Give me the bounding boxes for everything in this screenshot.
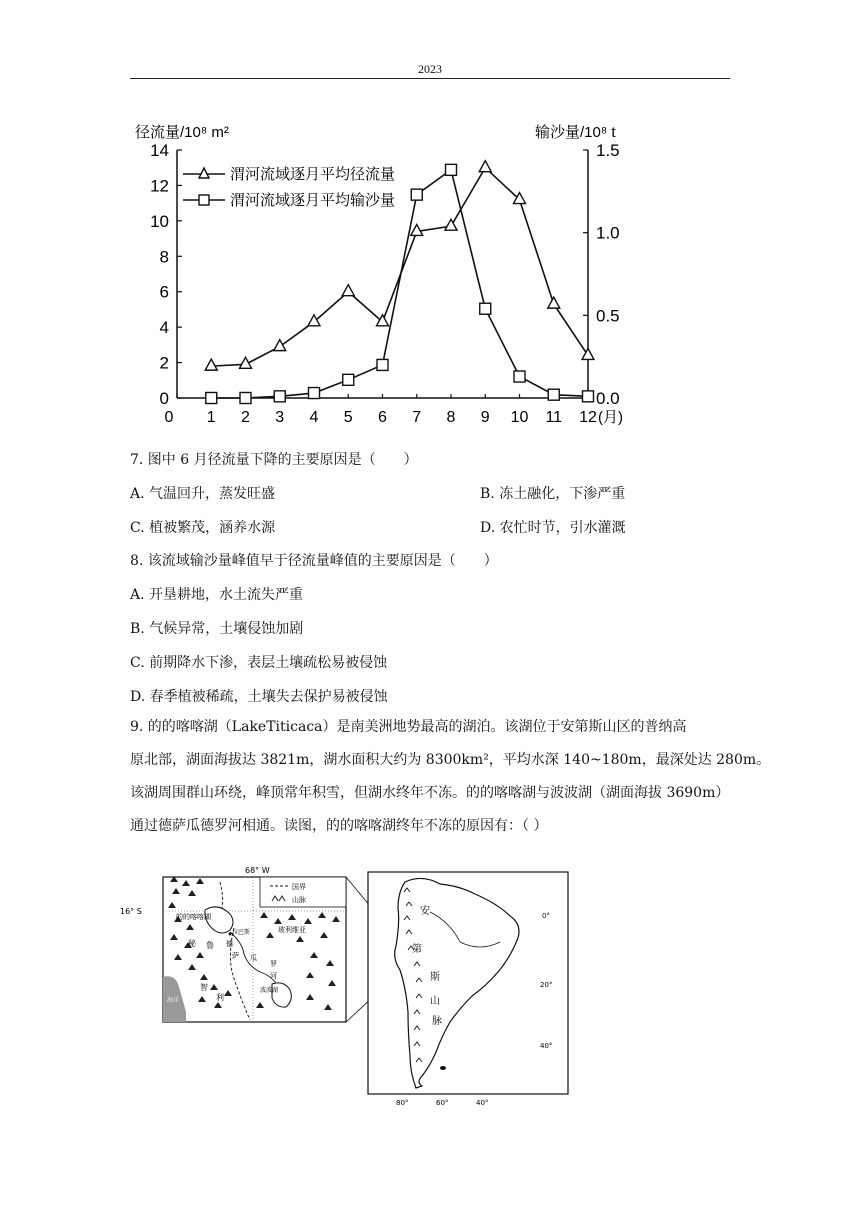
label-river-3: 瓜: [250, 954, 257, 962]
runoff-point: [274, 340, 286, 351]
y-right-tick-label: 0.5: [596, 306, 620, 326]
south-america-map: [368, 872, 568, 1107]
y-left-tick-label: 8: [159, 247, 169, 267]
q8-option-b: B. 气候异常，土壤侵蚀加剧: [130, 621, 304, 637]
sediment-point: [240, 393, 251, 404]
x-axis-unit-label: (月): [598, 409, 623, 426]
falkland-islands: [440, 1066, 446, 1070]
runoff-point: [479, 161, 491, 172]
x-tick-label: 1: [206, 409, 216, 426]
legend-triangle-marker: [199, 168, 209, 178]
lat-label-0: 0°: [542, 912, 550, 920]
sediment-point: [411, 189, 422, 200]
y-left-tick-label: 0: [159, 389, 169, 408]
lon-label-60: 60°: [436, 1099, 449, 1107]
y-left-tick-label: 2: [159, 353, 169, 373]
y-right-tick-label: 0.0: [596, 389, 620, 408]
runoff-point: [377, 315, 389, 326]
q7-option-c: C. 植被繁茂，涵养水源: [130, 520, 276, 536]
y-left-tick-label: 10: [150, 211, 169, 231]
x-tick-label: 4: [309, 409, 319, 426]
q7-option-b: B. 冻土融化，下渗严重: [480, 486, 626, 502]
y-right-tick-label: 1.5: [596, 141, 620, 160]
q7-stem: 7. 图中 6 月径流量下降的主要原因是（ ）: [130, 452, 418, 468]
label-peru-2: 鲁: [206, 941, 214, 950]
label-titicaca: 的的喀喀湖: [176, 913, 211, 921]
label-chile-1: 智: [200, 983, 208, 992]
x-tick-label: 11: [545, 409, 563, 426]
andes-char-2: 第: [412, 944, 422, 955]
y-right-tick-label: 1.0: [596, 223, 620, 243]
label-river-2: 萨: [232, 952, 239, 960]
inset-lat-label: 16° S: [120, 907, 142, 916]
inset-lon-label: 68° W: [245, 866, 270, 875]
x-tick-label: 2: [241, 409, 250, 426]
andes-char-5: 脉: [432, 1016, 442, 1027]
lon-label-80: 80°: [396, 1099, 409, 1107]
y-left-tick-label: 12: [150, 176, 169, 196]
y-axis-left-label: 径流量/10⁸ m²: [135, 124, 229, 141]
q8-option-a: A. 开垦耕地，水土流失严重: [130, 587, 304, 603]
x-tick-label: 3: [275, 409, 285, 426]
runoff-point: [548, 297, 560, 308]
sediment-point: [480, 303, 491, 314]
q8-stem: 8. 该流域输沙量峰值早于径流量峰值的主要原因是（ ）: [130, 553, 498, 569]
q9-line-2: 原北部，湖面海拔达 3821m，湖水面积大约为 8300km²，平均水深 140~180m，最深处达 280m。: [130, 752, 771, 768]
titicaca-location-map: [120, 862, 580, 1112]
x-tick-label: 0: [164, 409, 174, 426]
runoff-point: [445, 219, 457, 230]
sediment-point: [343, 374, 354, 385]
q9-paragraph: [130, 711, 771, 843]
q7-option-a: A. 气温回升，蒸发旺盛: [130, 486, 276, 502]
chart-axes: [150, 141, 623, 426]
legend-sediment-label: 渭河流域逐月平均输沙量: [230, 192, 396, 209]
label-poopo: 波波湖: [260, 987, 279, 994]
sediment-point: [548, 389, 559, 400]
x-tick-label: 8: [446, 409, 456, 426]
runoff-point: [514, 193, 526, 204]
q8-option-c: C. 前期降水下渗，表层土壤疏松易被侵蚀: [130, 655, 388, 671]
sediment-point: [206, 393, 217, 404]
lon-label-40: 40°: [476, 1099, 489, 1107]
label-la-paz: 拉巴斯: [232, 929, 251, 936]
andes-char-1: 安: [420, 906, 430, 917]
la-paz-dot: [229, 933, 232, 936]
legend-square-marker: [199, 195, 209, 205]
x-tick-label: 6: [378, 409, 387, 426]
runoff-sediment-chart: [125, 112, 645, 437]
lat-label-40: 40°: [540, 1042, 553, 1050]
andes-char-4: 山: [430, 996, 440, 1007]
sediment-point: [274, 391, 285, 402]
sediment-point: [309, 388, 320, 399]
q8-option-d: D. 春季植被稀疏，土壤失去保护易被侵蚀: [130, 689, 388, 705]
label-peru-1: 秘: [188, 939, 196, 948]
y-left-tick-label: 14: [150, 141, 169, 160]
q9-line-1: 9. 的的喀喀湖（LakeTiticaca）是南美洲地势最高的湖泊。该湖位于安第斯山区的普纳高: [130, 719, 687, 735]
q9-line-3: 该湖周围群山环绕，峰顶常年积雪，但湖水终年不冻。的的喀喀湖与波波湖（湖面海拔 3690m）: [130, 785, 730, 801]
x-tick-label: 7: [412, 409, 422, 426]
legend-mountain-label: 山脉: [292, 896, 306, 904]
label-river-5: 河: [270, 972, 277, 980]
sediment-point: [446, 164, 457, 175]
sediment-point: [377, 359, 388, 370]
sediment-point: [514, 371, 525, 382]
label-bolivia: 玻利维亚: [278, 926, 306, 934]
runoff-point: [342, 285, 354, 296]
lat-label-20: 20°: [540, 981, 553, 989]
runoff-point: [205, 359, 217, 370]
label-river-4: 罗: [270, 960, 277, 968]
x-tick-label: 10: [510, 409, 529, 426]
runoff-point: [411, 224, 423, 235]
inset-map: [120, 866, 346, 1022]
x-tick-label: 9: [480, 409, 490, 426]
inset-ocean-label: 海洋: [167, 997, 180, 1004]
x-tick-label: 5: [343, 409, 353, 426]
q7-option-d: D. 农忙时节，引水灌溉: [480, 520, 626, 536]
legend-border-label: 国界: [292, 883, 306, 891]
x-tick-label: 12: [579, 409, 597, 426]
legend-runoff-label: 渭河流域逐月平均径流量: [230, 166, 396, 183]
label-river-1: 德: [226, 940, 233, 948]
chart-legend: [183, 166, 395, 209]
q9-line-4: 通过德萨瓜德罗河相通。读图，的的喀喀湖终年不冻的原因有：（ ）: [130, 818, 548, 834]
y-axis-right-label: 输沙量/10⁸ t: [535, 124, 616, 141]
sediment-point: [583, 391, 594, 402]
runoff-point: [308, 315, 320, 326]
andes-char-3: 斯: [430, 972, 440, 983]
label-chile-2: 利: [216, 993, 224, 1002]
y-left-tick-label: 6: [159, 282, 169, 302]
page-header-year: 2023: [418, 62, 442, 76]
y-left-tick-label: 4: [159, 318, 169, 338]
header-rule: [130, 78, 730, 79]
